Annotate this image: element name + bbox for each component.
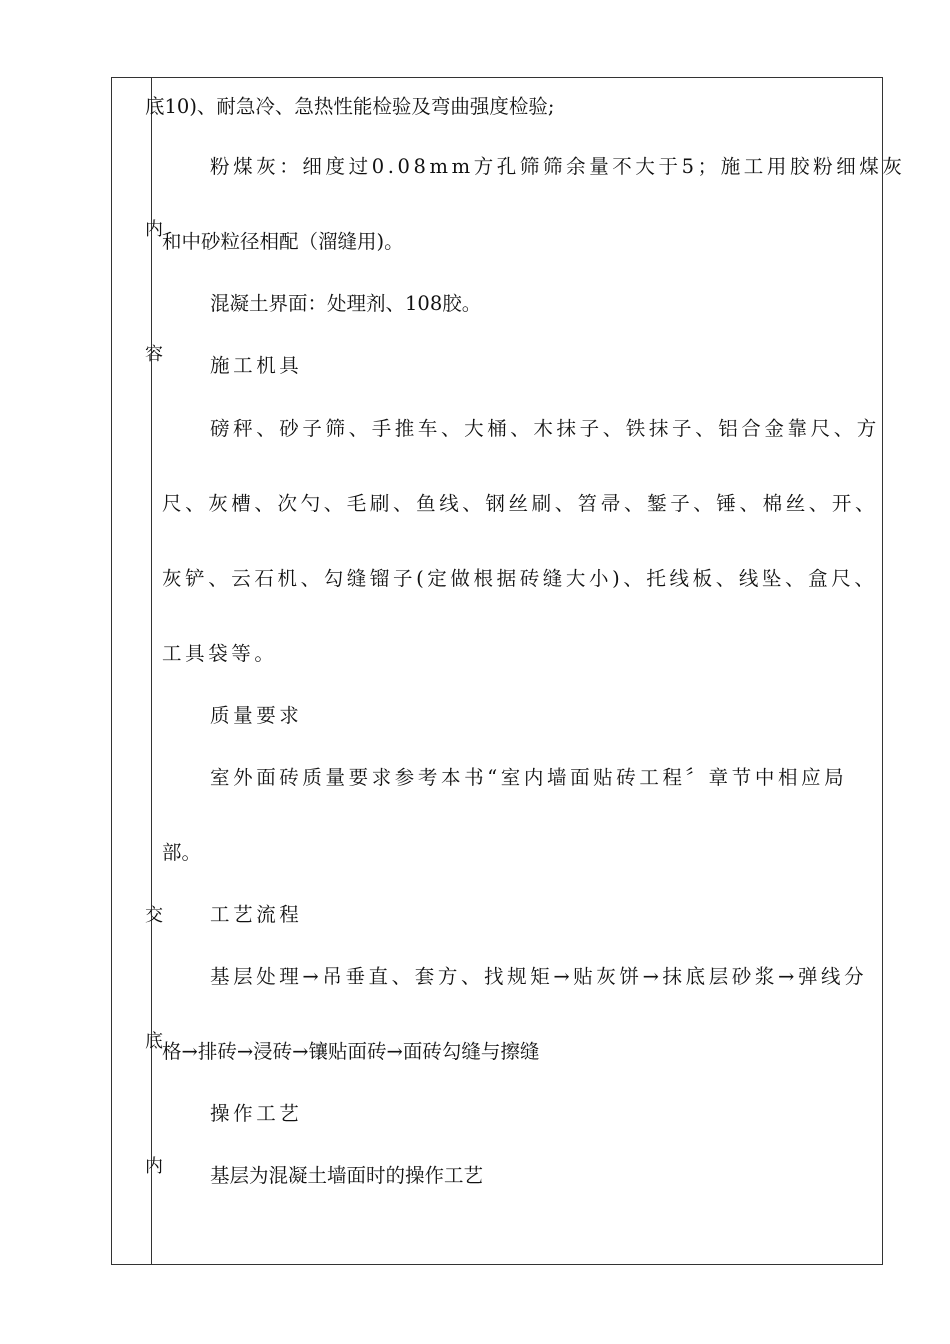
text-line-7: 尺、灰槽、次勺、毛刷、鱼线、钢丝刷、笤帚、錾子、锤、棉丝、开、 <box>162 492 879 515</box>
heading-quality: 质量要求 <box>210 704 303 727</box>
text-line-15: 格→排砖→浸砖→镶贴面砖→面砖勾缝与擦缝 <box>162 1040 540 1063</box>
text-line-8: 灰铲、云石机、勾缝镏子(定做根据砖缝大小)、托线板、线坠、盒尺、 <box>162 567 878 590</box>
side-label-rong: 容 <box>145 344 163 365</box>
side-label-jiao: 交 <box>145 905 163 926</box>
heading-tools: 施工机具 <box>210 354 303 377</box>
heading-process: 工艺流程 <box>210 903 303 926</box>
text-line-3: 和中砂粒径相配（溜缝用)。 <box>162 230 404 253</box>
text-line-4: 混凝土界面：处理剂、108胶。 <box>210 292 482 315</box>
side-label-nei-2: 内 <box>145 1156 163 1177</box>
text-line-2: 粉煤灰：细度过0.08mm方孔筛筛余量不大于5；施工用胶粉细煤灰 <box>210 155 906 178</box>
side-label-nei-1: 内 <box>145 219 163 240</box>
text-line-1: 底10)、耐急冷、急热性能检验及弯曲强度检验; <box>145 95 555 118</box>
text-line-6: 磅秤、砂子筛、手推车、大桶、木抹子、铁抹子、铝合金靠尺、方 <box>210 417 880 440</box>
heading-operation: 操作工艺 <box>210 1102 303 1125</box>
side-label-di: 底 <box>145 1031 163 1052</box>
text-line-11: 室外面砖质量要求参考本书“室内墙面贴砖工程〞章节中相应局 <box>210 766 848 789</box>
text-line-14: 基层处理→吊垂直、套方、找规矩→贴灰饼→抹底层砂浆→弹线分 <box>210 965 868 988</box>
text-line-9: 工具袋等。 <box>162 642 278 665</box>
column-divider <box>151 77 152 1265</box>
text-line-17: 基层为混凝土墙面时的操作工艺 <box>210 1164 484 1187</box>
text-line-12: 部。 <box>162 841 202 864</box>
document-frame <box>111 77 883 1265</box>
